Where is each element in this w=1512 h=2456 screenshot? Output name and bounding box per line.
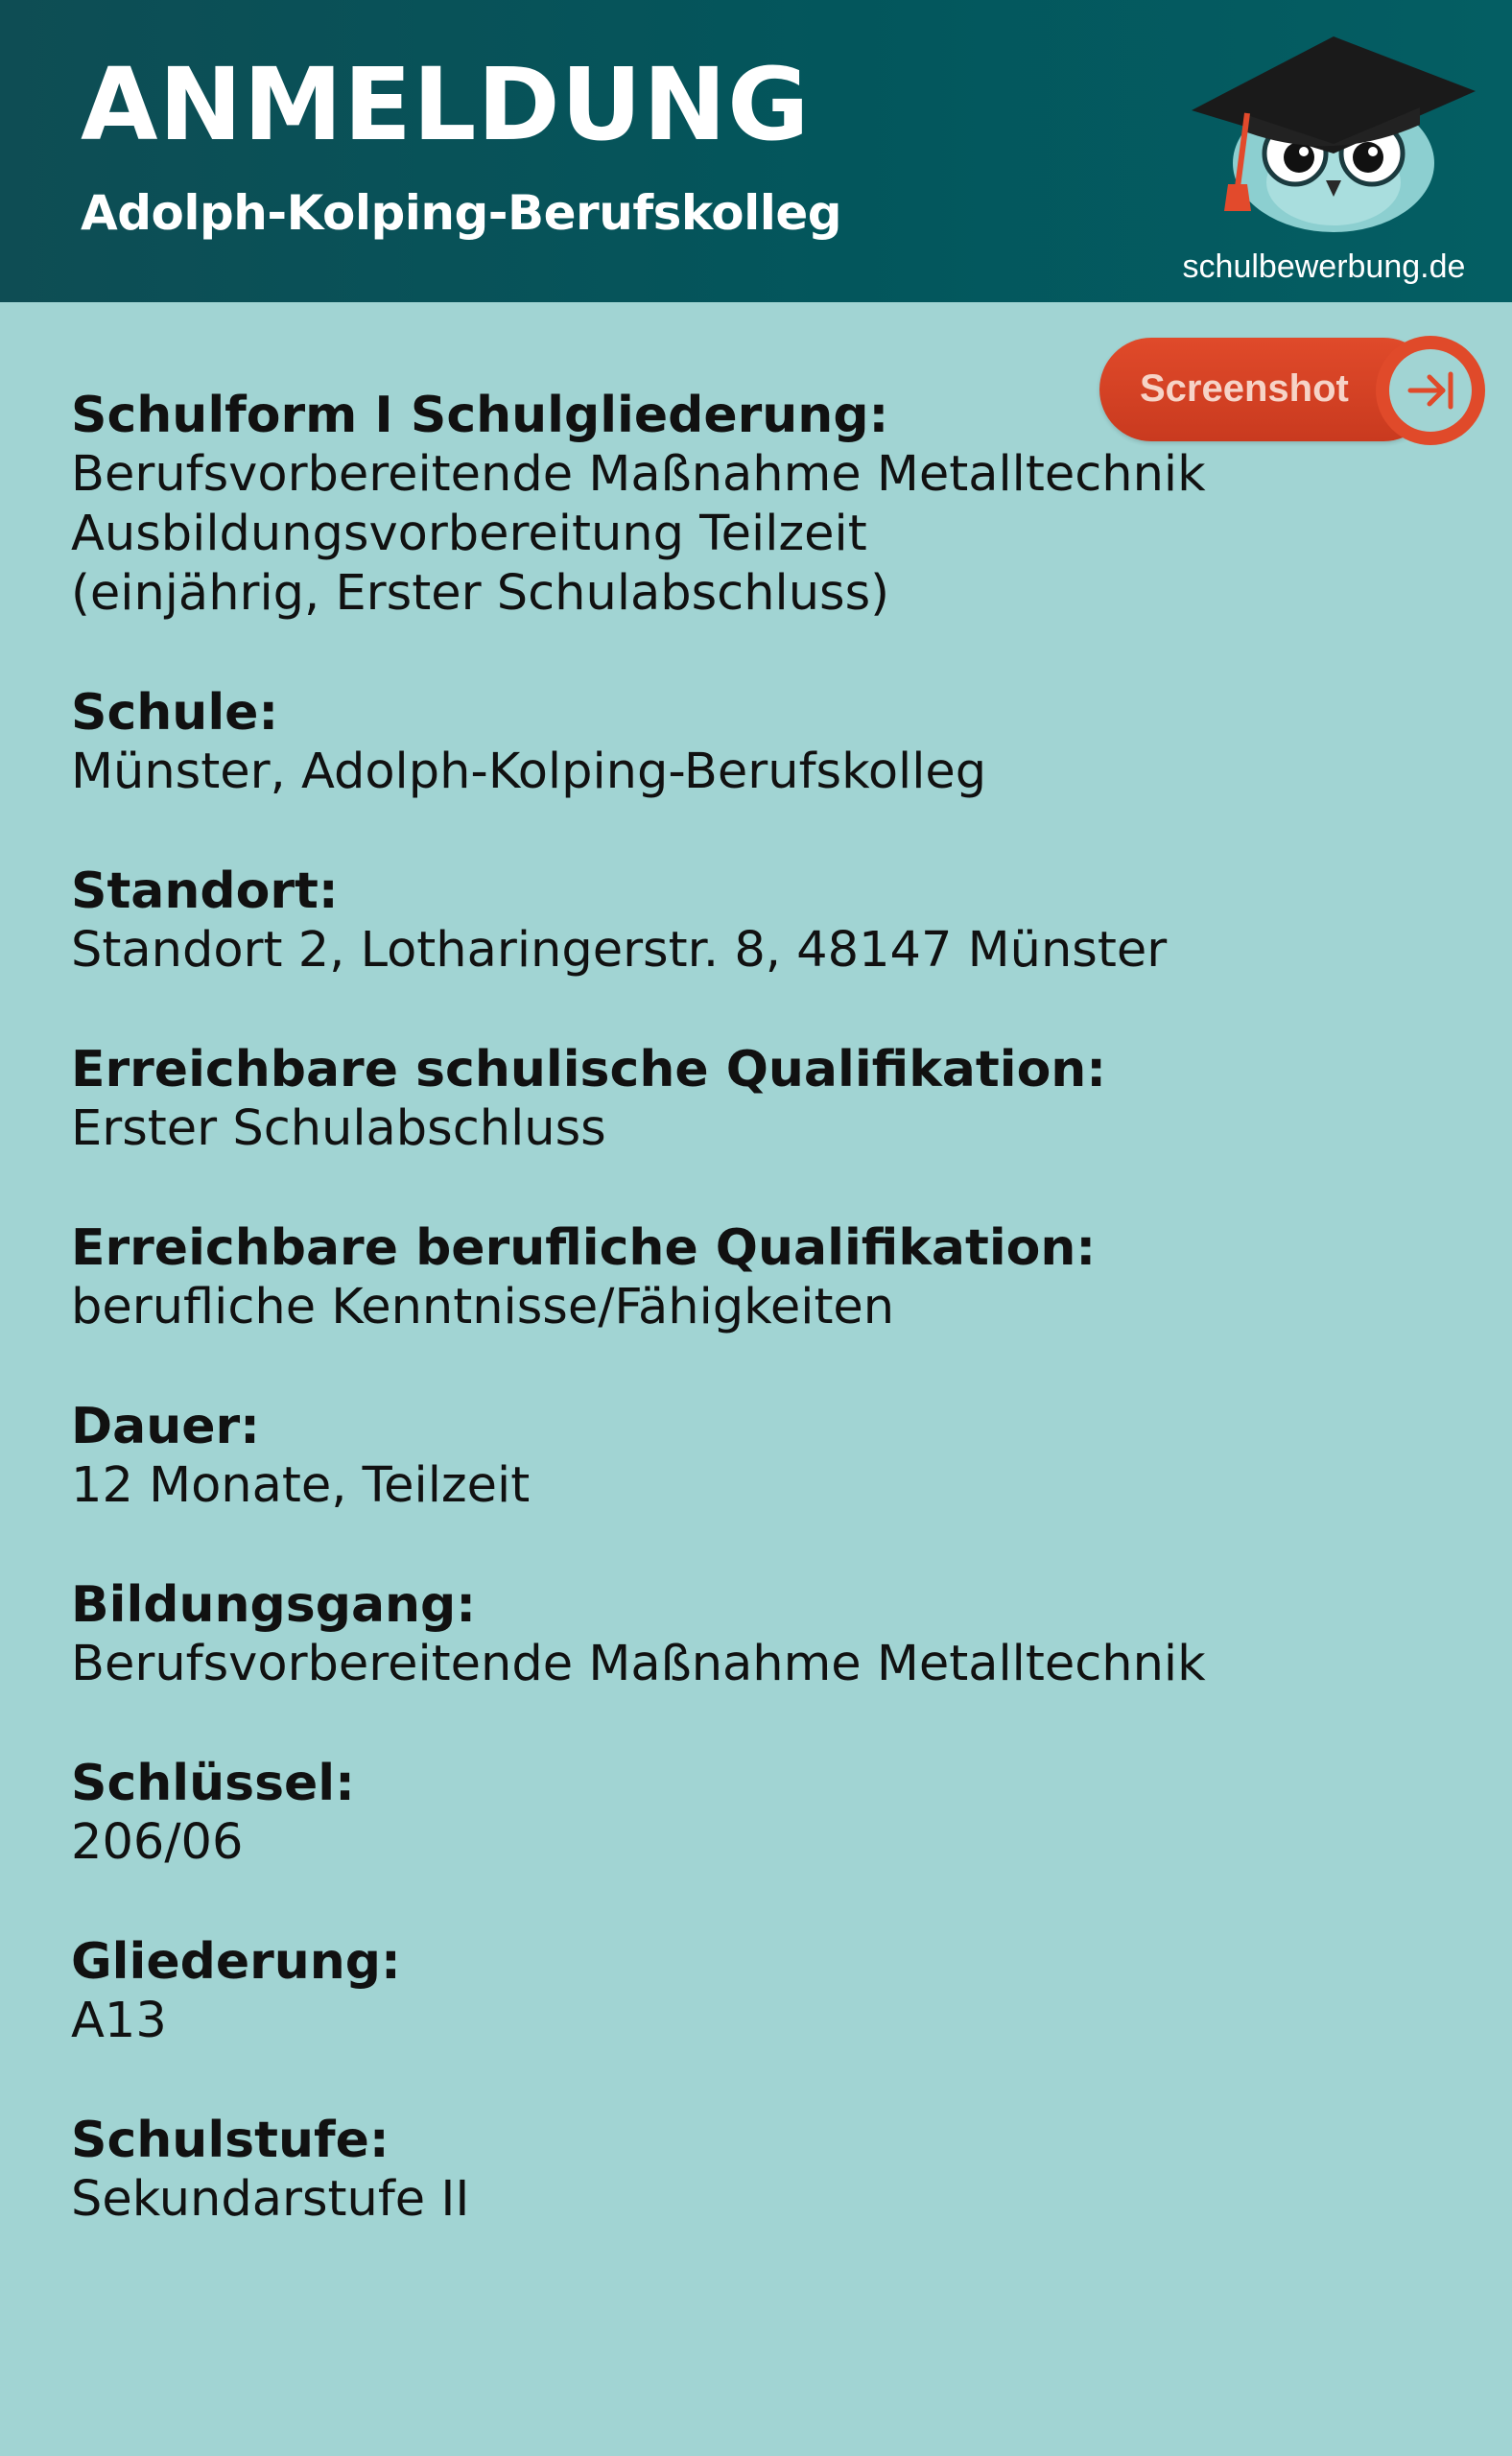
section-gliederung xyxy=(71,1932,1318,2051)
section-value: Berufsvorbereitende Maßnahme Metalltechnik xyxy=(71,1636,1206,1692)
section-schulische-qualifikation xyxy=(71,1040,1318,1159)
section-value: Münster, Adolph-Kolping-Berufskolleg xyxy=(71,744,987,800)
section-standort xyxy=(71,862,1318,980)
arrow-into-box-icon[interactable] xyxy=(1389,349,1472,432)
section-value: 12 Monate, Teilzeit xyxy=(71,1457,531,1514)
section-berufliche-qualifikation xyxy=(71,1218,1318,1337)
section-value: berufliche Kenntnisse/Fähigkeiten xyxy=(71,1279,895,1335)
section-bildungsgang xyxy=(71,1575,1318,1694)
section-schulform xyxy=(71,386,1318,624)
section-label: Erreichbare berufliche Qualifikation: xyxy=(71,1219,1097,1277)
section-value: Berufsvorbereitende Maßnahme Metalltechnik xyxy=(71,446,1206,503)
section-value: Ausbildungsvorbereitung Teilzeit xyxy=(71,506,867,562)
section-value: 206/06 xyxy=(71,1814,244,1871)
section-label: Schule: xyxy=(71,684,279,742)
section-label: Erreichbare schulische Qualifikation: xyxy=(71,1041,1107,1098)
registration-details xyxy=(71,386,1318,2289)
section-label: Standort: xyxy=(71,862,339,920)
school-name-subtitle: Adolph-Kolping-Berufskolleg xyxy=(81,185,842,241)
section-value: Erster Schulabschluss xyxy=(71,1100,606,1157)
section-label: Schlüssel: xyxy=(71,1755,355,1812)
section-value: (einjährig, Erster Schulabschluss) xyxy=(71,565,890,622)
section-value: Sekundarstufe II xyxy=(71,2171,470,2228)
header-banner xyxy=(0,0,1512,302)
page-title: ANMELDUNG xyxy=(81,46,811,163)
screenshot-circle[interactable] xyxy=(1376,336,1485,445)
owl-graduation-cap-icon xyxy=(1180,19,1487,240)
screenshot-label[interactable]: Screenshot xyxy=(1140,367,1349,410)
section-value: A13 xyxy=(71,1993,167,2049)
section-label: Dauer: xyxy=(71,1398,260,1455)
section-label: Bildungsgang: xyxy=(71,1576,477,1634)
section-label: Schulform I Schulgliederung: xyxy=(71,387,889,444)
section-label: Schulstufe: xyxy=(71,2112,390,2169)
section-label: Gliederung: xyxy=(71,1933,401,1991)
section-value: Standort 2, Lotharingerstr. 8, 48147 Münster xyxy=(71,922,1168,979)
section-dauer xyxy=(71,1397,1318,1516)
section-schulstufe xyxy=(71,2111,1318,2230)
section-schule xyxy=(71,683,1318,802)
section-schluessel xyxy=(71,1754,1318,1873)
logo-text: schulbewerbung.de xyxy=(1182,248,1466,285)
